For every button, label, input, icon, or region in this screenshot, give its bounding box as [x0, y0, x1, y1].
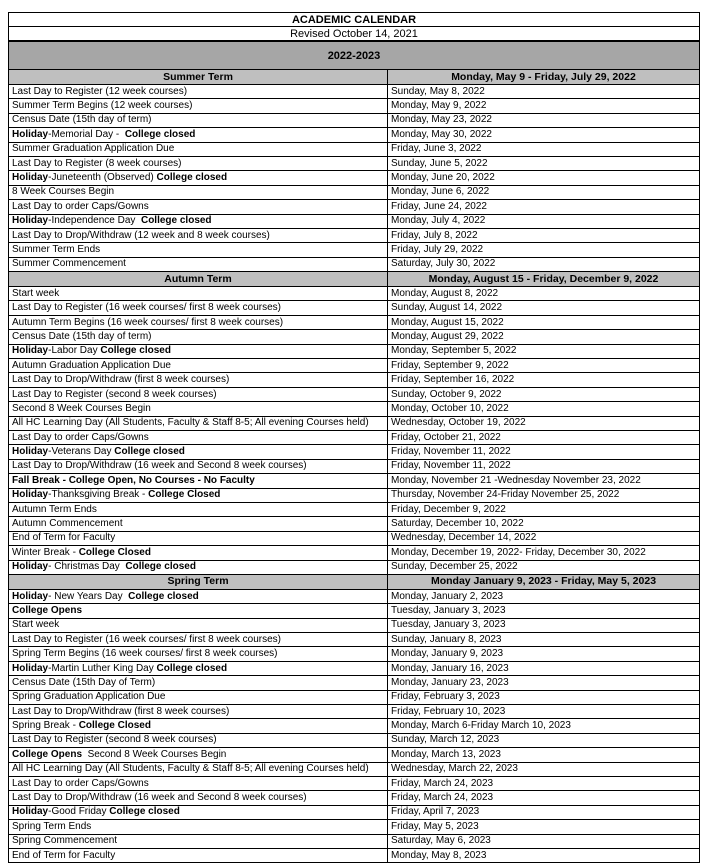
event-label-segment: Last Day to order Caps/Gowns	[12, 777, 149, 789]
event-label-cell	[9, 416, 388, 430]
event-label-cell	[9, 200, 388, 214]
event-row	[9, 604, 700, 618]
event-label-cell	[9, 171, 388, 185]
event-date-cell: Friday, September 9, 2022	[388, 359, 700, 373]
event-label-segment: Last Day to Drop/Withdraw (16 week and Second 8 week courses)	[12, 460, 307, 472]
event-label-cell	[9, 820, 388, 834]
event-label-cell	[9, 257, 388, 271]
event-date-cell: Friday, July 8, 2022	[388, 228, 700, 242]
event-label-cell	[9, 531, 388, 545]
event-date-cell: Sunday, May 8, 2022	[388, 85, 700, 99]
event-row	[9, 690, 700, 704]
event-label-cell	[9, 330, 388, 344]
term-daterange-cell: Monday, May 9 - Friday, July 29, 2022	[388, 70, 700, 85]
event-label-bold-segment: Holiday	[12, 128, 49, 140]
event-label-bold-segment: College closed	[128, 590, 199, 602]
event-row	[9, 748, 700, 762]
event-label-segment: 8 Week Courses Begin	[12, 186, 115, 198]
event-date-cell: Monday, August 15, 2022	[388, 315, 700, 329]
event-date-cell: Sunday, March 12, 2023	[388, 733, 700, 747]
event-label-bold-segment: Holiday	[12, 172, 49, 184]
event-label-cell	[9, 373, 388, 387]
event-row	[9, 618, 700, 632]
event-row	[9, 330, 700, 344]
event-label-cell	[9, 705, 388, 719]
event-row	[9, 502, 700, 516]
event-label-segment: - Christmas Day	[48, 561, 126, 573]
event-label-bold-segment: College closed	[124, 128, 196, 140]
event-label-bold-segment: College Closed	[148, 489, 221, 501]
event-date-cell: Monday, September 5, 2022	[388, 344, 700, 358]
event-date-cell: Friday, June 3, 2022	[388, 142, 700, 156]
event-label-segment: End of Term for Faculty	[12, 849, 116, 861]
event-label-cell	[9, 618, 388, 632]
event-date-cell: Wednesday, December 14, 2022	[388, 531, 700, 545]
event-label-cell	[9, 243, 388, 257]
event-label-cell	[9, 315, 388, 329]
event-label-segment: Last Day to Drop/Withdraw (16 week and Second 8 week courses)	[12, 792, 307, 804]
event-row	[9, 200, 700, 214]
event-label-segment: -Juneteenth (Observed)	[48, 172, 157, 184]
event-date-cell: Monday, June 6, 2022	[388, 185, 700, 199]
event-date-cell: Monday, July 4, 2022	[388, 214, 700, 228]
event-label-cell	[9, 560, 388, 574]
event-date-cell: Friday, May 5, 2023	[388, 820, 700, 834]
event-date-cell: Friday, March 24, 2023	[388, 791, 700, 805]
event-row	[9, 344, 700, 358]
event-date-cell: Saturday, May 6, 2023	[388, 834, 700, 848]
event-label-bold-segment: College closed	[109, 806, 180, 818]
term-header-row	[9, 574, 700, 589]
event-date-cell: Monday, December 19, 2022- Friday, December 30, 2022	[388, 546, 700, 560]
event-date-cell: Monday, May 23, 2022	[388, 113, 700, 127]
event-label-bold-segment: College closed	[114, 446, 185, 458]
event-label-segment: Census Date (15th day of term)	[12, 114, 152, 126]
event-date-cell: Monday, August 8, 2022	[388, 287, 700, 301]
event-date-cell: Sunday, January 8, 2023	[388, 633, 700, 647]
event-date-cell: Thursday, November 24-Friday November 25, 2022	[388, 488, 700, 502]
event-label-segment: Last Day to Register (second 8 week courses)	[12, 734, 217, 746]
page-title: ACADEMIC CALENDAR	[9, 13, 700, 27]
event-date-cell: Friday, June 24, 2022	[388, 200, 700, 214]
event-label-cell	[9, 185, 388, 199]
event-row	[9, 848, 700, 862]
event-label-segment: Last Day to Register (16 week courses/ first 8 week courses)	[12, 633, 281, 645]
event-row	[9, 214, 700, 228]
event-date-cell: Monday, March 13, 2023	[388, 748, 700, 762]
event-label-bold-segment: Holiday	[12, 561, 49, 573]
event-label-segment: -Memorial Day -	[48, 128, 125, 140]
event-date-cell: Friday, February 3, 2023	[388, 690, 700, 704]
event-label-bold-segment: Fall Break - College Open, No Courses - No Faculty	[12, 474, 255, 486]
event-label-cell	[9, 359, 388, 373]
event-date-cell: Monday, June 20, 2022	[388, 171, 700, 185]
event-date-cell: Monday, January 16, 2023	[388, 661, 700, 675]
event-row	[9, 820, 700, 834]
event-label-cell	[9, 156, 388, 170]
event-label-segment: Spring Commencement	[12, 835, 118, 847]
revised-row	[9, 27, 700, 42]
event-row	[9, 156, 700, 170]
event-date-cell: Monday, May 9, 2022	[388, 99, 700, 113]
event-label-bold-segment: College closed	[125, 561, 196, 573]
event-date-cell: Friday, October 21, 2022	[388, 430, 700, 444]
event-row	[9, 185, 700, 199]
event-date-cell: Tuesday, January 3, 2023	[388, 618, 700, 632]
event-label-cell	[9, 733, 388, 747]
event-label-bold-segment: College closed	[140, 215, 212, 227]
event-label-segment: All HC Learning Day (All Students, Faculty & Staff 8-5; All evening Courses held)	[12, 417, 369, 429]
event-row	[9, 719, 700, 733]
event-row	[9, 647, 700, 661]
event-label-cell	[9, 762, 388, 776]
event-row	[9, 560, 700, 574]
event-label-cell	[9, 604, 388, 618]
title-row	[9, 13, 700, 27]
event-date-cell: Monday, January 2, 2023	[388, 589, 700, 603]
event-date-cell: Saturday, July 30, 2022	[388, 257, 700, 271]
event-label-cell	[9, 344, 388, 358]
event-label-segment: Last Day to Register (second 8 week courses)	[12, 388, 217, 400]
event-label-segment: Spring Term Ends	[12, 820, 92, 832]
event-label-cell	[9, 430, 388, 444]
event-label-cell	[9, 589, 388, 603]
event-label-bold-segment: Holiday	[12, 489, 49, 501]
event-label-segment: Autumn Term Begins (16 week courses/ first 8 week courses)	[12, 316, 284, 328]
event-row	[9, 315, 700, 329]
event-date-cell: Monday, May 30, 2022	[388, 128, 700, 142]
event-label-segment: -Labor Day	[48, 345, 101, 357]
event-row	[9, 776, 700, 790]
event-date-cell: Sunday, October 9, 2022	[388, 387, 700, 401]
event-label-segment: -Thanksgiving Break -	[48, 489, 149, 501]
event-label-cell	[9, 99, 388, 113]
term-name-cell: Autumn Term	[9, 272, 388, 287]
event-row	[9, 805, 700, 819]
event-label-segment: Last Day to Register (16 week courses/ first 8 week courses)	[12, 302, 281, 314]
event-label-cell	[9, 748, 388, 762]
event-row	[9, 387, 700, 401]
event-label-bold-segment: College closed	[100, 345, 171, 357]
calendar-table	[8, 12, 700, 863]
term-daterange-cell: Monday January 9, 2023 - Friday, May 5, 2023	[388, 574, 700, 589]
event-row	[9, 517, 700, 531]
event-date-cell: Friday, March 24, 2023	[388, 776, 700, 790]
event-label-bold-segment: College Closed	[78, 546, 151, 558]
event-row	[9, 633, 700, 647]
revised-note: Revised October 14, 2021	[9, 27, 700, 42]
event-label-segment: - New Years Day	[48, 590, 129, 602]
event-label-segment: Summer Commencement	[12, 258, 126, 270]
event-label-cell	[9, 517, 388, 531]
event-label-cell	[9, 848, 388, 862]
event-row	[9, 445, 700, 459]
event-row	[9, 474, 700, 488]
event-label-segment: All HC Learning Day (All Students, Faculty & Staff 8-5; All evening Courses held)	[12, 763, 369, 775]
event-date-cell: Friday, July 29, 2022	[388, 243, 700, 257]
event-date-cell: Friday, September 16, 2022	[388, 373, 700, 387]
event-row	[9, 402, 700, 416]
event-label-segment: Last Day to Drop/Withdraw (first 8 week courses)	[12, 374, 230, 386]
event-label-cell	[9, 402, 388, 416]
event-date-cell: Saturday, December 10, 2022	[388, 517, 700, 531]
event-label-segment: -Veterans Day	[48, 446, 115, 458]
event-label-segment: Last Day to Drop/Withdraw (first 8 week courses)	[12, 705, 230, 717]
event-label-segment: Spring Graduation Application Due	[12, 691, 166, 703]
event-row	[9, 791, 700, 805]
event-label-segment: -Good Friday	[48, 806, 110, 818]
event-label-cell	[9, 834, 388, 848]
event-label-bold-segment: College Closed	[78, 720, 151, 732]
academic-year-label: 2022-2023	[9, 41, 700, 70]
event-label-segment: Census Date (15th day of term)	[12, 330, 152, 342]
event-label-segment: Last Day to Register (8 week courses)	[12, 157, 182, 169]
event-date-cell: Monday, March 6-Friday March 10, 2023	[388, 719, 700, 733]
event-label-cell	[9, 85, 388, 99]
event-label-cell	[9, 776, 388, 790]
event-date-cell: Friday, February 10, 2023	[388, 705, 700, 719]
event-label-segment: Summer Graduation Application Due	[12, 143, 175, 155]
event-label-bold-segment: Holiday	[12, 215, 49, 227]
event-label-cell	[9, 445, 388, 459]
event-label-segment: Winter Break -	[12, 546, 79, 558]
event-label-segment: Start week	[12, 287, 60, 299]
event-label-cell	[9, 142, 388, 156]
event-label-cell	[9, 676, 388, 690]
event-row	[9, 676, 700, 690]
event-row	[9, 661, 700, 675]
event-date-cell: Sunday, August 14, 2022	[388, 301, 700, 315]
event-date-cell: Friday, November 11, 2022	[388, 445, 700, 459]
event-row	[9, 834, 700, 848]
term-name-cell: Summer Term	[9, 70, 388, 85]
event-row	[9, 287, 700, 301]
event-row	[9, 243, 700, 257]
event-label-cell	[9, 287, 388, 301]
event-label-cell	[9, 719, 388, 733]
event-label-cell	[9, 214, 388, 228]
event-date-cell: Sunday, December 25, 2022	[388, 560, 700, 574]
event-row	[9, 546, 700, 560]
event-label-segment: Start week	[12, 619, 60, 631]
event-label-segment: Spring Term Begins (16 week courses/ first 8 week courses)	[12, 648, 278, 660]
event-date-cell: Tuesday, January 3, 2023	[388, 604, 700, 618]
event-label-segment: Last Day to Drop/Withdraw (12 week and 8 week courses)	[12, 229, 270, 241]
event-label-cell	[9, 488, 388, 502]
event-label-segment: -Martin Luther King Day	[48, 662, 157, 674]
event-row	[9, 762, 700, 776]
event-date-cell: Wednesday, March 22, 2023	[388, 762, 700, 776]
event-label-cell	[9, 690, 388, 704]
event-date-cell: Monday, August 29, 2022	[388, 330, 700, 344]
event-label-cell	[9, 113, 388, 127]
event-date-cell: Monday, January 23, 2023	[388, 676, 700, 690]
event-date-cell: Monday, January 9, 2023	[388, 647, 700, 661]
event-row	[9, 113, 700, 127]
event-label-bold-segment: Holiday	[12, 590, 49, 602]
event-label-bold-segment: Holiday	[12, 806, 49, 818]
event-label-segment: Summer Term Ends	[12, 243, 101, 255]
event-label-cell	[9, 387, 388, 401]
event-label-segment: Census Date (15th Day of Term)	[12, 676, 156, 688]
academic-year-row	[9, 41, 700, 70]
event-label-cell	[9, 647, 388, 661]
event-date-cell: Monday, November 21 -Wednesday November 23, 2022	[388, 474, 700, 488]
event-row	[9, 359, 700, 373]
event-label-cell	[9, 128, 388, 142]
event-label-cell	[9, 459, 388, 473]
event-row	[9, 459, 700, 473]
event-label-cell	[9, 546, 388, 560]
event-label-bold-segment: Holiday	[12, 345, 49, 357]
event-label-segment: Last Day to order Caps/Gowns	[12, 431, 149, 443]
event-row	[9, 416, 700, 430]
event-label-cell	[9, 805, 388, 819]
term-daterange-cell: Monday, August 15 - Friday, December 9, 2022	[388, 272, 700, 287]
event-label-bold-segment: College Opens	[12, 748, 83, 760]
event-row	[9, 373, 700, 387]
event-row	[9, 301, 700, 315]
event-label-segment: Summer Term Begins (12 week courses)	[12, 100, 193, 112]
event-label-cell	[9, 502, 388, 516]
event-row	[9, 430, 700, 444]
event-label-segment: Second 8 Week Courses Begin	[82, 748, 227, 760]
event-row	[9, 733, 700, 747]
event-row	[9, 705, 700, 719]
event-row	[9, 128, 700, 142]
event-row	[9, 171, 700, 185]
event-date-cell: Friday, December 9, 2022	[388, 502, 700, 516]
event-row	[9, 99, 700, 113]
event-label-cell	[9, 791, 388, 805]
event-label-segment: Last Day to Register (12 week courses)	[12, 85, 188, 97]
event-row	[9, 531, 700, 545]
event-label-segment: Spring Break -	[12, 720, 79, 732]
event-label-segment: Last Day to order Caps/Gowns	[12, 200, 149, 212]
event-date-cell: Friday, November 11, 2022	[388, 459, 700, 473]
event-label-segment: Autumn Graduation Application Due	[12, 359, 171, 371]
event-label-bold-segment: Holiday	[12, 446, 49, 458]
term-header-row	[9, 272, 700, 287]
event-label-bold-segment: College closed	[156, 172, 228, 184]
event-row	[9, 142, 700, 156]
term-name-cell: Spring Term	[9, 574, 388, 589]
event-label-bold-segment: College closed	[156, 662, 228, 674]
event-date-cell: Friday, April 7, 2023	[388, 805, 700, 819]
calendar-body	[9, 13, 700, 863]
event-row	[9, 85, 700, 99]
event-row	[9, 228, 700, 242]
event-date-cell: Wednesday, October 19, 2022	[388, 416, 700, 430]
event-row	[9, 257, 700, 271]
event-label-segment: End of Term for Faculty	[12, 532, 116, 544]
event-label-cell	[9, 661, 388, 675]
event-row	[9, 488, 700, 502]
event-label-segment: -Independence Day	[48, 215, 141, 227]
event-label-cell	[9, 474, 388, 488]
term-header-row	[9, 70, 700, 85]
event-label-cell	[9, 301, 388, 315]
event-label-bold-segment: Holiday	[12, 662, 49, 674]
event-date-cell: Monday, October 10, 2022	[388, 402, 700, 416]
event-row	[9, 589, 700, 603]
event-label-segment: Autumn Term Ends	[12, 503, 97, 515]
event-label-cell	[9, 228, 388, 242]
event-label-cell	[9, 633, 388, 647]
event-label-segment: Autumn Commencement	[12, 518, 123, 530]
event-date-cell: Monday, May 8, 2023	[388, 848, 700, 862]
event-date-cell: Sunday, June 5, 2022	[388, 156, 700, 170]
event-label-segment: Second 8 Week Courses Begin	[12, 402, 151, 414]
event-label-bold-segment: College Opens	[12, 604, 83, 616]
